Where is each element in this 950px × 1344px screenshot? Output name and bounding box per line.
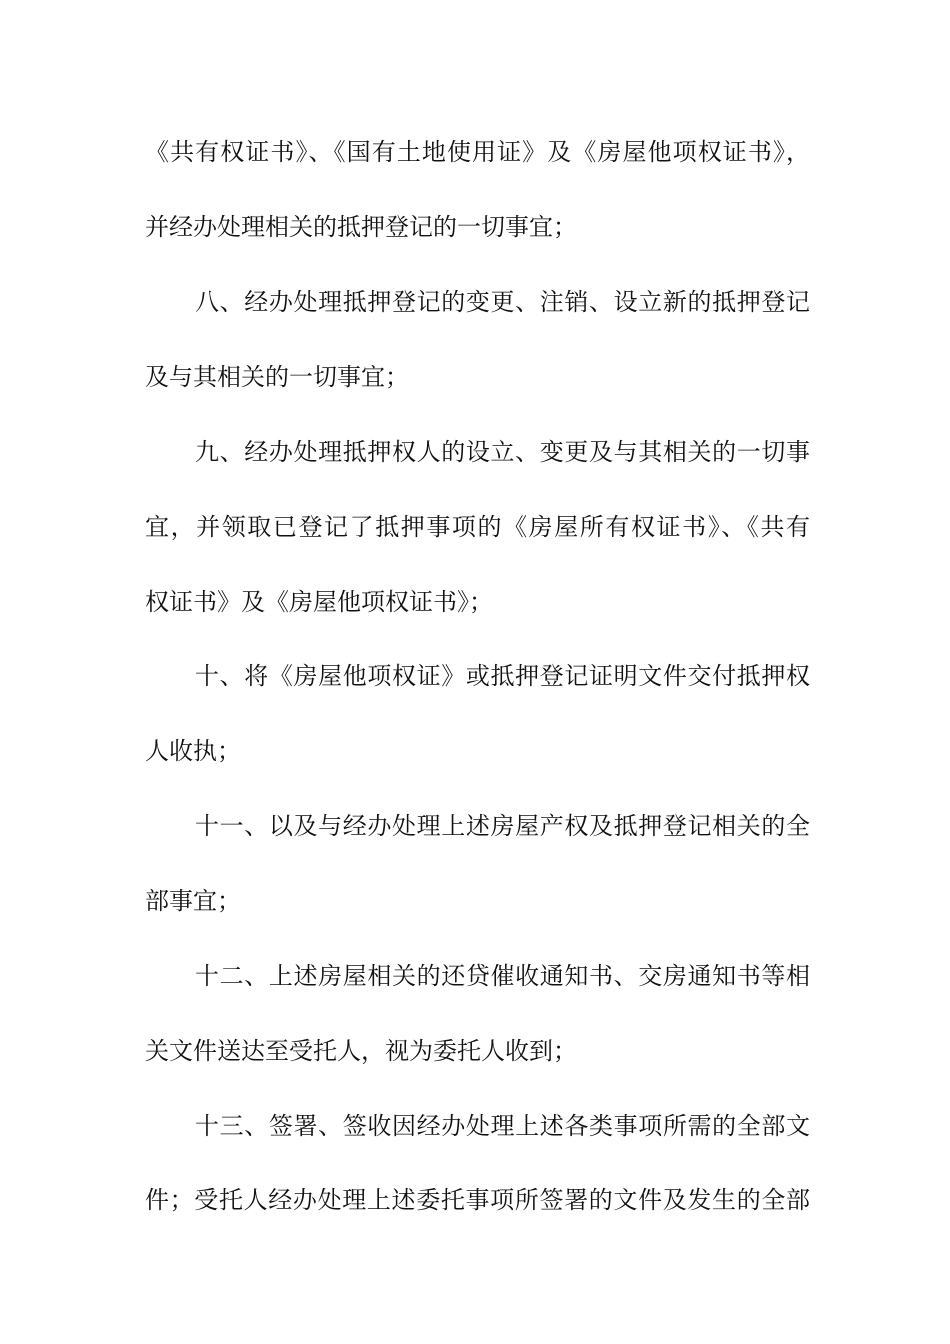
text-line-12: 十二、上述房屋相关的还贷催收通知书、交房通知书等相	[195, 962, 810, 990]
text-line-9: 人收执；	[145, 737, 241, 765]
text-line-7: 权证书》及《房屋他项权证书》；	[145, 588, 493, 616]
text-line-14: 十三、签署、签收因经办处理上述各类事项所需的全部文	[195, 1112, 810, 1140]
text-line-15: 件；受托人经办处理上述委托事项所签署的文件及发生的全部	[145, 1186, 810, 1214]
text-line-11: 部事宜；	[145, 887, 241, 915]
text-line-1: 《共有权证书》、《国有土地使用证》及《房屋他项权证书》，	[145, 138, 810, 166]
text-line-5: 九、经办处理抵押权人的设立、变更及与其相关的一切事	[195, 438, 810, 466]
text-line-2: 并经办处理相关的抵押登记的一切事宜；	[145, 213, 577, 241]
text-line-3: 八、经办处理抵押登记的变更、注销、设立新的抵押登记	[195, 288, 810, 316]
text-line-13: 关文件送达至受托人，视为委托人收到；	[145, 1037, 577, 1065]
text-line-8: 十、将《房屋他项权证》或抵押登记证明文件交付抵押权	[195, 662, 810, 690]
text-line-4: 及与其相关的一切事宜；	[145, 363, 409, 391]
text-line-10: 十一、以及与经办处理上述房屋产权及抵押登记相关的全	[195, 812, 810, 840]
text-line-6: 宜，并领取已登记了抵押事项的《房屋所有权证书》、《共有	[145, 513, 810, 541]
